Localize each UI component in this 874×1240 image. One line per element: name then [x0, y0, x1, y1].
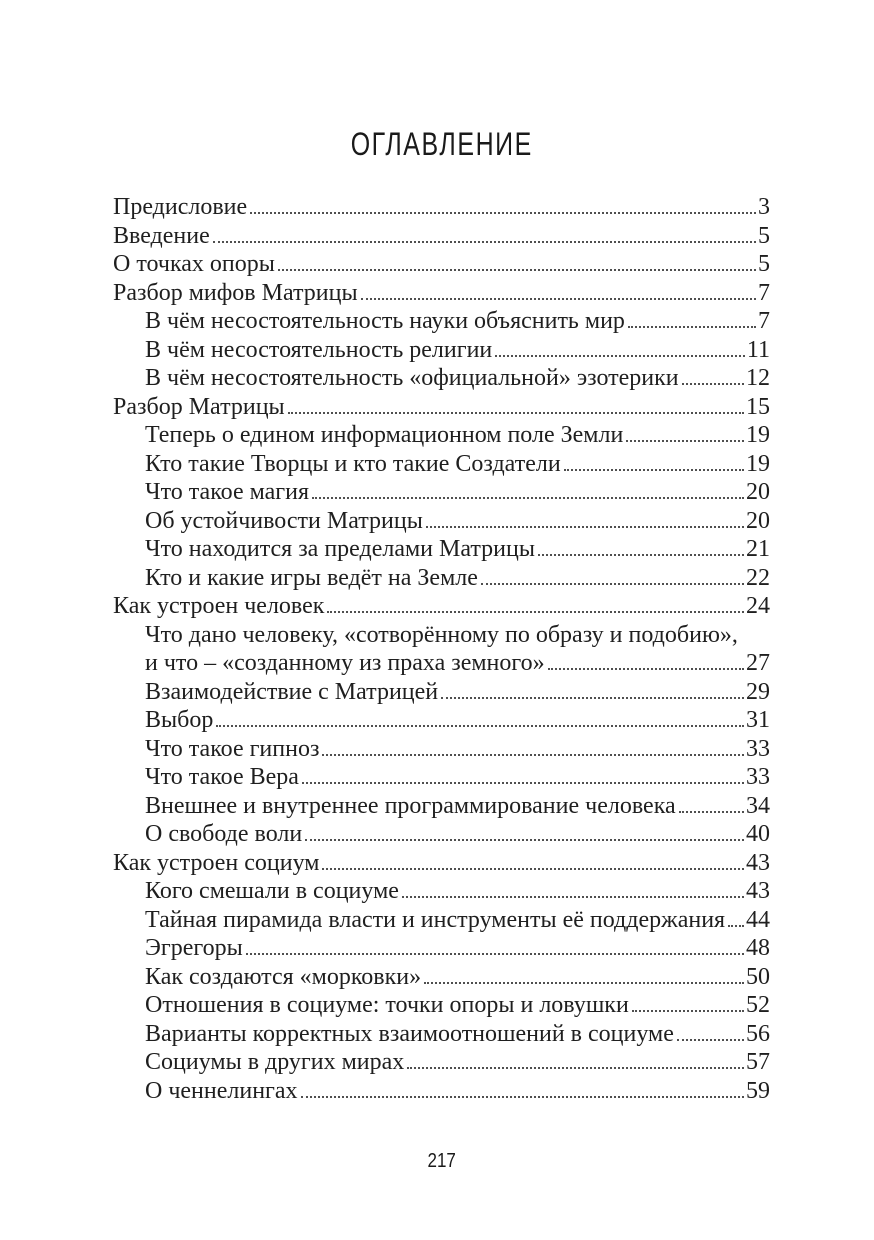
toc-entry — [113, 792, 770, 821]
toc-entry-label: В чём несостоятельность религии — [145, 336, 493, 363]
toc-dot-leader — [288, 412, 744, 414]
toc-entry-label: О свободе воли — [145, 821, 303, 847]
toc-entry — [113, 991, 770, 1020]
toc-entry-label: Социумы в других мирах — [145, 1049, 405, 1075]
toc-entry-label: Что такое магия — [145, 479, 309, 505]
toc-dot-leader — [424, 982, 744, 984]
toc-dot-leader — [322, 868, 744, 870]
toc-dot-leader — [626, 440, 744, 442]
toc-page-number: 33 — [746, 735, 770, 762]
toc-page-number: 7 — [758, 279, 770, 306]
toc-entry — [113, 592, 770, 621]
toc-entry-label: Выбор — [145, 707, 214, 733]
toc-entry-label: Что такое Вера — [145, 764, 299, 790]
toc-entry — [113, 307, 770, 336]
toc-page-number: 43 — [746, 849, 770, 876]
toc-page-number: 19 — [746, 422, 770, 448]
toc-page-number: 50 — [746, 963, 770, 990]
toc-entry-label: Внешнее и внутреннее программирование человека — [145, 792, 676, 819]
toc-page-number: 21 — [746, 536, 770, 562]
toc-entry-label: Кто такие Творцы и кто такие Создатели — [145, 450, 561, 477]
toc-entry — [113, 478, 770, 507]
toc-dot-leader — [564, 469, 744, 471]
toc-entry — [113, 621, 770, 650]
toc-content — [113, 0, 770, 1105]
page-title — [113, 126, 770, 162]
toc-entry — [113, 963, 770, 992]
toc-page-number: 3 — [758, 194, 770, 220]
toc-entry-label: Об устойчивости Матрицы — [145, 507, 423, 534]
toc-dot-leader — [728, 925, 744, 927]
toc-dot-leader — [312, 497, 744, 499]
toc-entry-label: Разбор мифов Матрицы — [113, 279, 358, 306]
toc-page-number: 20 — [746, 507, 770, 534]
toc-entry — [113, 535, 770, 564]
toc-page-number: 5 — [758, 222, 770, 249]
toc-entry — [113, 450, 770, 479]
toc-dot-leader — [548, 668, 744, 670]
toc-entry — [113, 820, 770, 849]
toc-entry-label: и что – «созданному из праха земного» — [145, 650, 545, 676]
toc-entry — [113, 706, 770, 735]
toc-entry — [113, 735, 770, 764]
toc-entry — [113, 393, 770, 422]
toc-page-number: 52 — [746, 992, 770, 1018]
toc-dot-leader — [327, 611, 744, 613]
toc-entry-label: О точках опоры — [113, 251, 275, 277]
toc-dot-leader — [213, 241, 756, 243]
toc-entry-label: Предисловие — [113, 194, 248, 220]
toc-entry-label: Отношения в социуме: точки опоры и ловушки — [145, 992, 629, 1018]
toc-entry-label: Что такое гипноз — [145, 735, 320, 762]
toc-entry — [113, 507, 770, 536]
toc-dot-leader — [322, 754, 744, 756]
folio — [113, 1150, 770, 1173]
toc-page-number: 48 — [746, 935, 770, 961]
toc-dot-leader — [246, 953, 744, 955]
toc-dot-leader — [679, 811, 744, 813]
toc-page-number: 31 — [746, 707, 770, 733]
toc-dot-leader — [628, 326, 756, 328]
toc-entry-label: Как устроен человек — [113, 593, 325, 619]
toc-dot-leader — [402, 896, 744, 898]
folio-page-number: 217 — [427, 1150, 456, 1172]
toc-entry-label: Тайная пирамида власти и инструменты её поддержания — [145, 906, 726, 933]
toc-page-number: 15 — [746, 393, 770, 420]
toc-dot-leader — [301, 1096, 744, 1098]
toc-entry — [113, 849, 770, 878]
toc-entry — [113, 1077, 770, 1106]
toc-page-number: 34 — [746, 792, 770, 819]
toc-dot-leader — [495, 355, 745, 357]
toc-dot-leader — [538, 554, 744, 556]
toc-dot-leader — [682, 383, 744, 385]
toc-dot-leader — [361, 298, 756, 300]
toc-dot-leader — [426, 526, 744, 528]
toc-entry-label: Кого смешали в социуме — [145, 878, 399, 904]
toc-entry-label: Как создаются «морковки» — [145, 963, 422, 990]
toc-page-number: 22 — [746, 564, 770, 591]
toc-page-number: 19 — [746, 450, 770, 477]
toc-entry-label: Введение — [113, 222, 210, 249]
toc-dot-leader — [632, 1010, 744, 1012]
toc-page-number: 56 — [746, 1020, 770, 1047]
toc-entry — [113, 1020, 770, 1049]
toc-entry-label: Кто и какие игры ведёт на Земле — [145, 564, 478, 591]
toc-entry-label: Как устроен социум — [113, 849, 320, 876]
toc-dot-leader — [278, 269, 756, 271]
toc-entry — [113, 678, 770, 707]
toc-dot-leader — [441, 697, 744, 699]
toc-entry-label: Что дано человеку, «сотворённому по образу и подобию», — [145, 621, 738, 648]
toc-page-number: 12 — [746, 365, 770, 391]
toc-dot-leader — [250, 212, 756, 214]
toc-dot-leader — [216, 725, 744, 727]
toc-page-number: 7 — [758, 308, 770, 334]
page-title-text: ОГЛАВЛЕНИЕ — [350, 126, 533, 162]
toc-list — [113, 193, 770, 1105]
toc-page-number: 40 — [746, 821, 770, 847]
toc-entry — [113, 763, 770, 792]
toc-page-number: 33 — [746, 764, 770, 790]
toc-entry — [113, 877, 770, 906]
toc-entry — [113, 906, 770, 935]
toc-page-number: 43 — [746, 878, 770, 904]
toc-entry-label: Теперь о едином информационном поле Земли — [145, 422, 624, 448]
toc-entry — [113, 421, 770, 450]
toc-entry — [113, 934, 770, 963]
toc-entry-label: Что находится за пределами Матрицы — [145, 536, 535, 562]
toc-entry — [113, 250, 770, 279]
toc-entry — [113, 564, 770, 593]
toc-entry-label: Взаимодействие с Матрицей — [145, 678, 439, 705]
toc-entry — [113, 193, 770, 222]
toc-dot-leader — [302, 782, 744, 784]
toc-page-number: 59 — [746, 1077, 770, 1104]
toc-entry-label: В чём несостоятельность науки объяснить мир — [145, 308, 625, 334]
toc-entry — [113, 364, 770, 393]
toc-entry-label: О ченнелингах — [145, 1077, 298, 1104]
toc-page-number: 20 — [746, 479, 770, 505]
toc-dot-leader — [677, 1039, 744, 1041]
toc-dot-leader — [481, 583, 744, 585]
toc-entry-label: Варианты корректных взаимоотношений в социуме — [145, 1020, 674, 1047]
toc-page-number: 11 — [746, 336, 770, 363]
toc-page-number: 24 — [746, 593, 770, 619]
toc-entry — [113, 1048, 770, 1077]
toc-page-number: 57 — [746, 1049, 770, 1075]
toc-page-number: 29 — [746, 678, 770, 705]
toc-entry-label: В чём несостоятельность «официальной» эзотерики — [145, 365, 679, 391]
toc-entry — [113, 222, 770, 251]
toc-page-number: 5 — [758, 251, 770, 277]
toc-page-number: 27 — [746, 650, 770, 676]
toc-page-number: 44 — [746, 906, 770, 933]
toc-dot-leader — [305, 839, 744, 841]
toc-entry-label: Разбор Матрицы — [113, 393, 285, 420]
toc-entry-label: Эгрегоры — [145, 935, 243, 961]
toc-entry — [113, 649, 770, 678]
toc-entry — [113, 336, 770, 365]
toc-dot-leader — [407, 1067, 744, 1069]
toc-entry — [113, 279, 770, 308]
